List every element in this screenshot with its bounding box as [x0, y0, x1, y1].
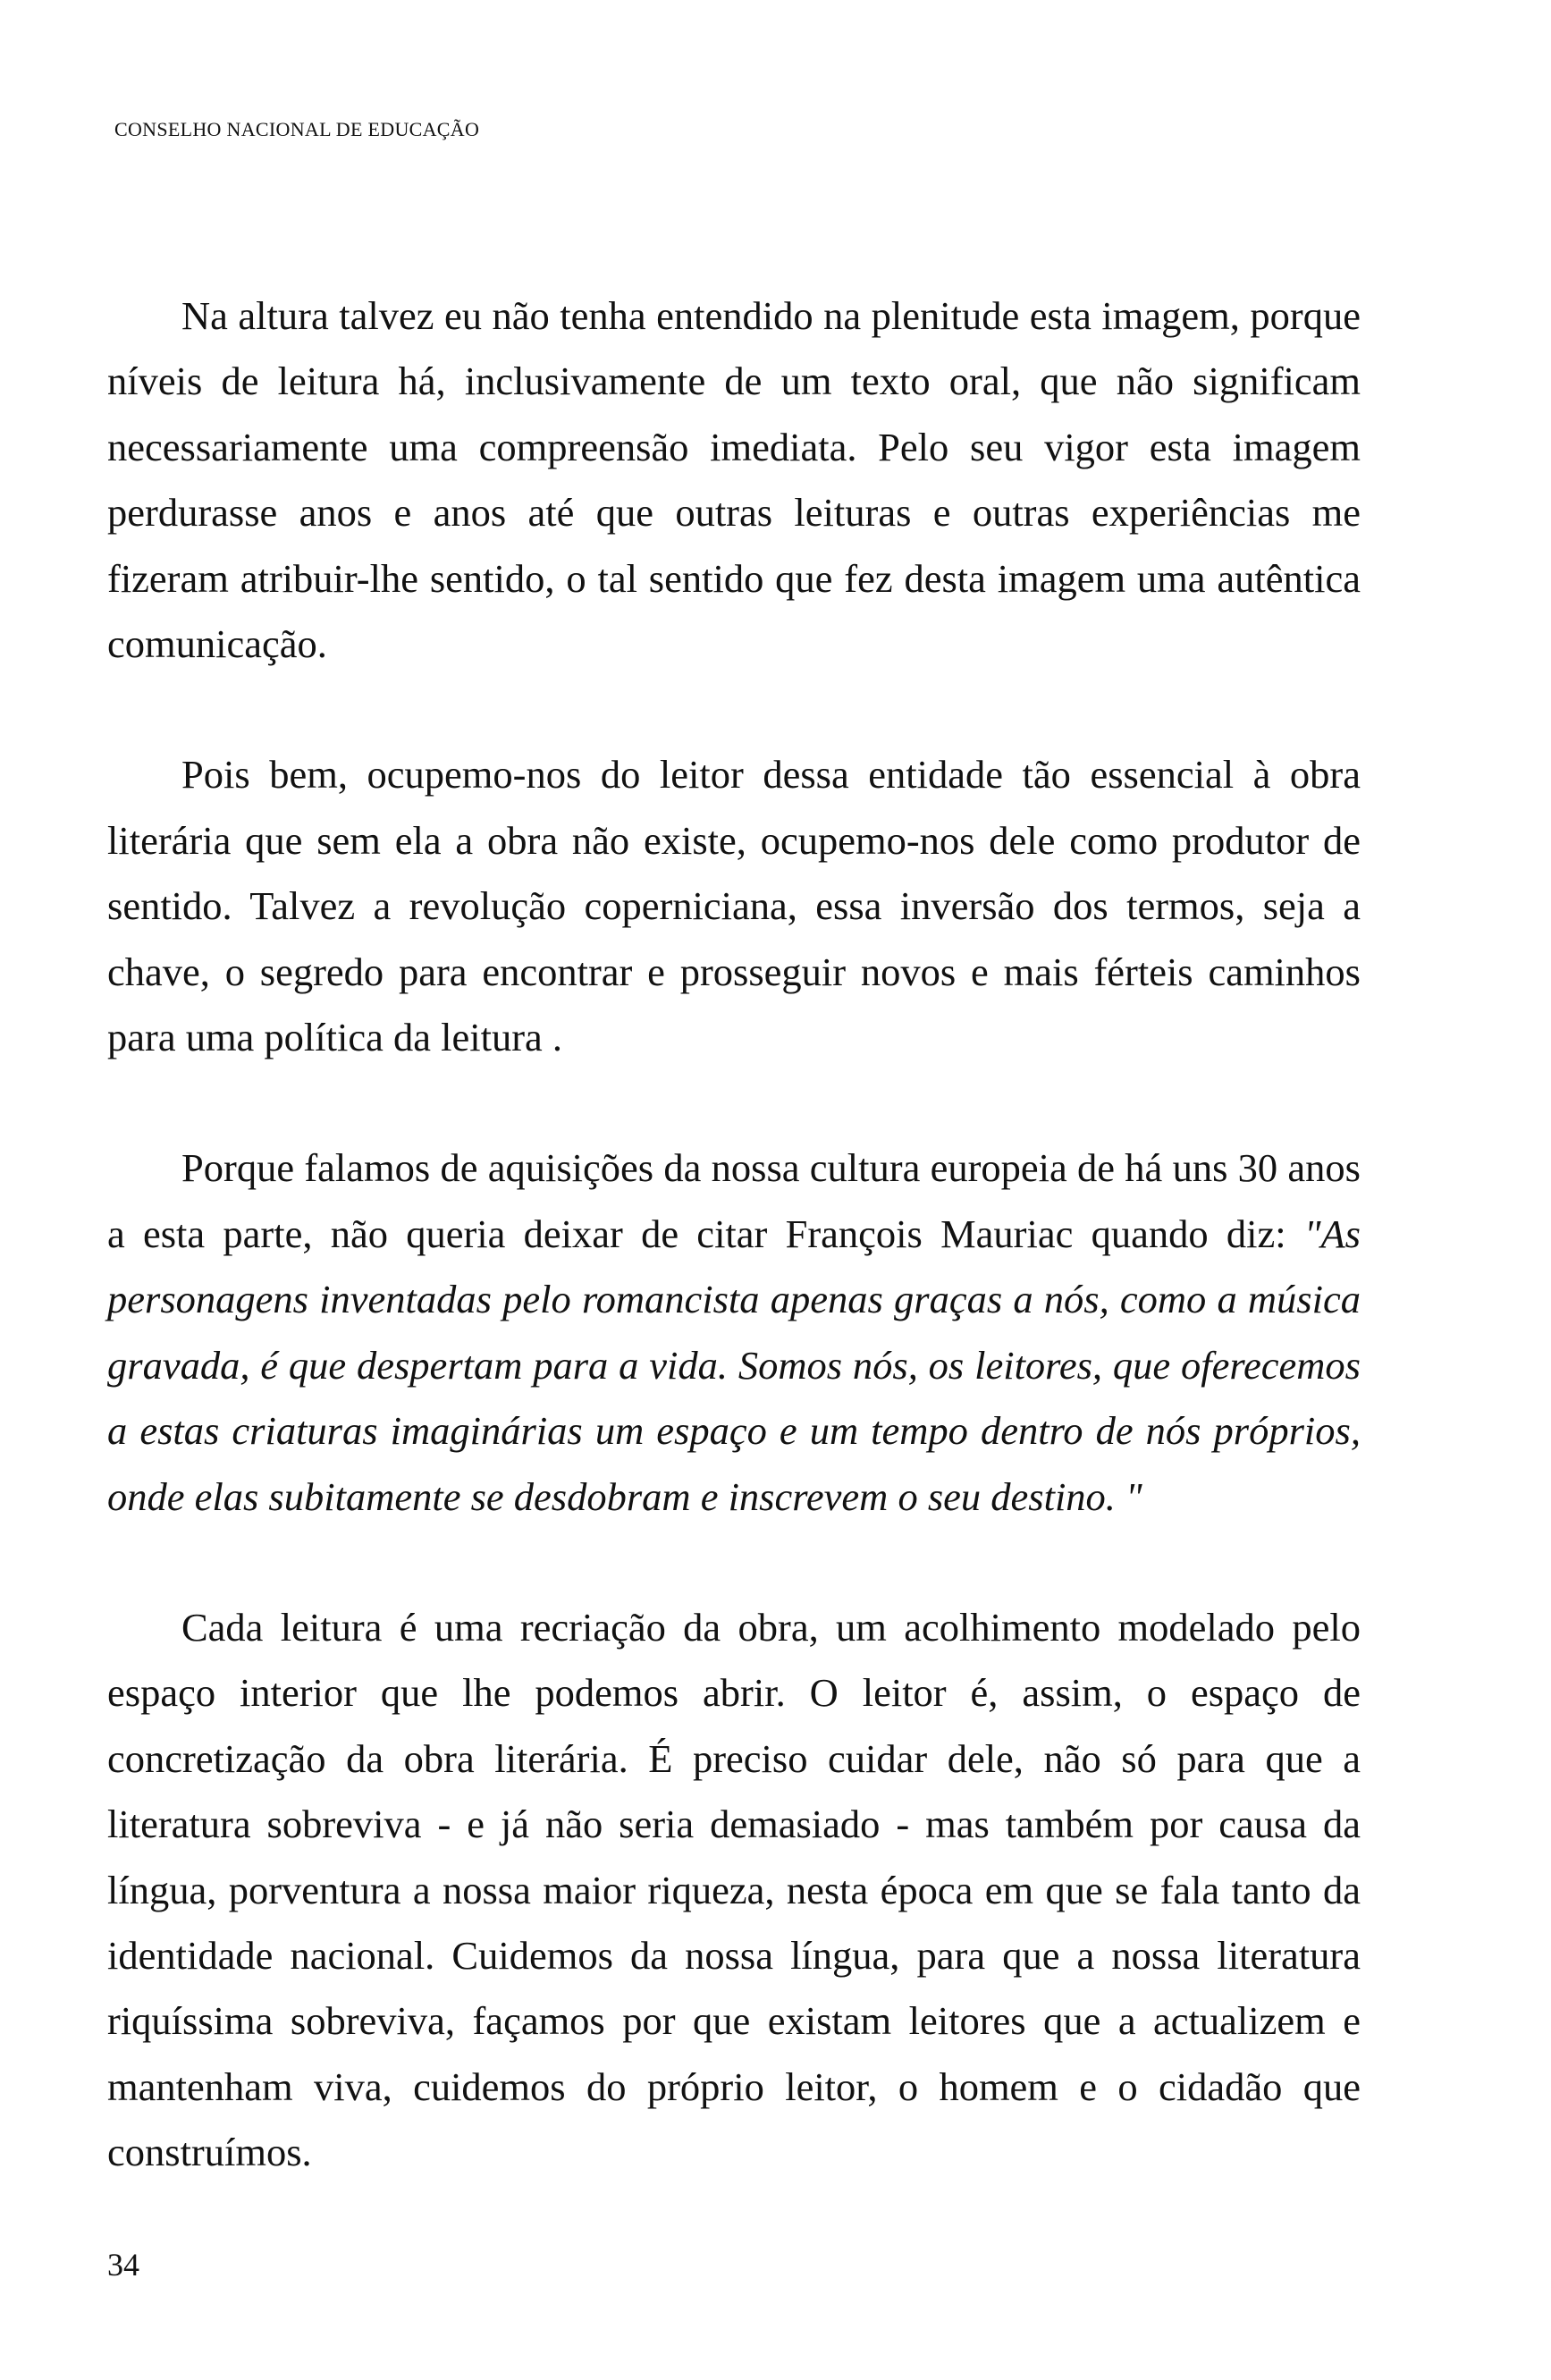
paragraph-3	[107, 1135, 1361, 1529]
page-number: 34	[107, 2247, 139, 2283]
mauriac-quote: "As personagens inventadas pelo romancista apenas graças a nós, como a música gravada, é que despertam para a vida. Somos nós, os leitores, que oferecemos a estas criaturas imaginárias um espaço e um tempo dentro de nós próprios, onde elas subitamente se desdobram e inscrevem o seu destino. "	[107, 1211, 1361, 1519]
running-header: CONSELHO NACIONAL DE EDUCAÇÃO	[114, 118, 480, 140]
paragraph-3-intro: Porque falamos de aquisições da nossa cultura europeia de há uns 30 anos a esta parte, não queria deixar de citar François Mauriac quando diz:	[107, 1145, 1361, 1256]
paragraph-2: Pois bem, ocupemo-nos do leitor dessa entidade tão essencial à obra literária que sem ela a obra não existe, ocupemo-nos dele como produtor de sentido. Talvez a revolução coperniciana, essa inversão dos termos, seja a chave, o segredo para encontrar e prosseguir novos e mais férteis caminhos para uma política da leitura .	[107, 752, 1361, 1060]
paragraph-1: Na altura talvez eu não tenha entendido na plenitude esta imagem, porque níveis de leitura há, inclusivamente de um texto oral, que não significam necessariamente uma compreensão imediata. Pelo seu vigor esta imagem perdurasse anos e anos até que outras leituras e outras experiências me fizeram atribuir-lhe sentido, o tal sentido que fez desta imagem uma autêntica comunicação.	[107, 293, 1361, 667]
body-text	[107, 283, 1361, 2186]
paragraph-4: Cada leitura é uma recriação da obra, um acolhimento modelado pelo espaço interior que lhe podemos abrir. O leitor é, assim, o espaço de concretização da obra literária. É preciso cuidar dele, não só para que a literatura sobreviva - e já não seria demasiado - mas também por causa da língua, porventura a nossa maior riqueza, nesta época em que se fala tanto da identidade nacional. Cuidemos da nossa língua, para que a nossa literatura riquíssima sobreviva, façamos por que existam leitores que a actualizem e mantenham viva, cuidemos do próprio leitor, o homem e o cidadão que construímos.	[107, 1604, 1361, 2175]
